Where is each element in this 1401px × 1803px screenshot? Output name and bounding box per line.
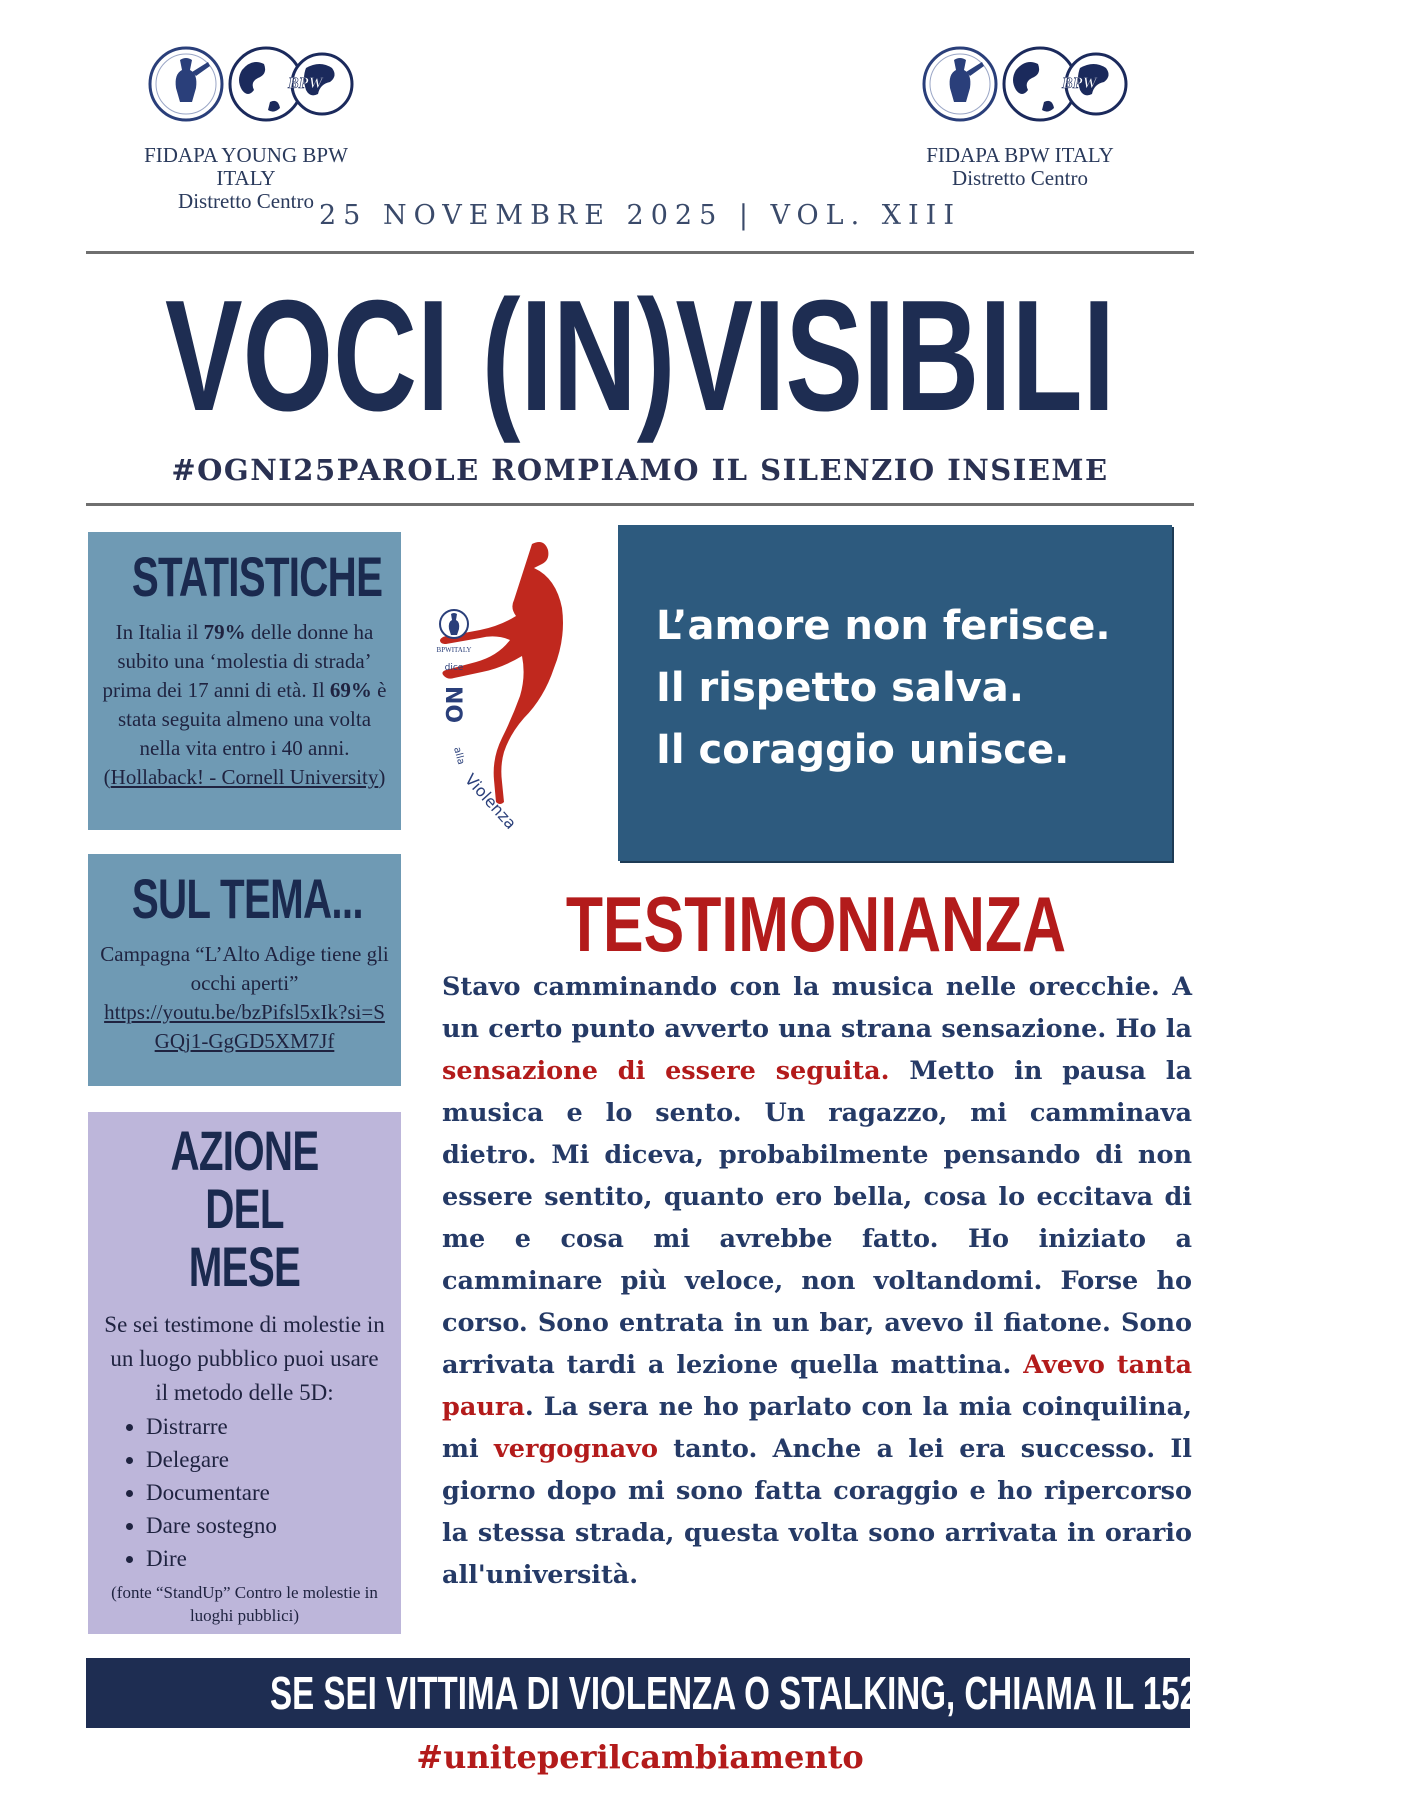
theme-text: Campagna “L’Alto Adige tiene gli occhi aperti” xyxy=(100,942,389,995)
theme-title: SUL TEMA... xyxy=(131,867,363,930)
quote-box xyxy=(618,525,1172,861)
fidapa-logo-icon xyxy=(920,42,1120,126)
source-link[interactable]: Hollaback! - Cornell University xyxy=(110,765,379,789)
statistics-title: STATISTICHE xyxy=(131,545,383,608)
list-item: • Dire xyxy=(146,1542,401,1575)
masthead-title xyxy=(86,268,1194,444)
statistics-box xyxy=(88,532,401,830)
action-text: Se sei testimone di molestie in un luogo pubblico puoi usare il metodo delle 5D: xyxy=(104,1312,385,1405)
list-item: • Distrarre xyxy=(146,1410,401,1443)
no-violence-emblem xyxy=(424,530,606,866)
svg-text:BPWITALY: BPWITALY xyxy=(436,646,472,654)
bottom-divider xyxy=(86,503,1194,506)
list-item: • Documentare xyxy=(146,1476,401,1509)
youtube-link[interactable]: https://youtu.be/bzPifsl5xIk?si=SGQj1-GgGD5XM7Jf xyxy=(104,1000,385,1053)
testimony-body: Stavo camminando con la musica nelle orecchie. A un certo punto avverto una strana sensazione. Ho la sensazione di essere seguita. Metto in pausa la musica e lo sento. Un ragazzo, mi camminava dietro. Mi diceva, probabilmente pensando di non essere sentito, quanto ero bella, cosa lo eccitava di me e cosa mi avrebbe fatto. Ho iniziato a camminare più veloce, non voltandomi. Forse ho corso. Sono entrata in un bar, avevo il fiatone. Sono arrivata tardi a lezione quella mattina. Avevo tanta paura. La sera ne ho parlato con la mia coinquilina, mi vergognavo tanto. Anche a lei era successo. Il giorno dopo mi sono fatta coraggio e ho ripercorso la stessa strada, questa volta sono arrivata in orario all'università. xyxy=(442,972,1192,1590)
top-divider xyxy=(86,251,1194,254)
helpline-banner: SE SEI VITTIMA DI VIOLENZA O STALKING, CHIAMA IL 1522 xyxy=(86,1658,1190,1728)
campaign-subtitle: #OGNI25PAROLE ROMPIAMO IL SILENZIO INSIEME xyxy=(171,453,1109,487)
svg-text:Violenza: Violenza xyxy=(461,769,521,833)
action-box xyxy=(88,1112,401,1634)
quote-line: Il coraggio unisce. xyxy=(656,727,1070,773)
testimony-title: TESTIMONIANZA xyxy=(565,880,1067,968)
method-list xyxy=(88,1410,401,1575)
logo-right xyxy=(900,22,1140,190)
right-org-district: Distretto Centro xyxy=(952,166,1088,190)
svg-text:VOCI (IN)VISIBILI: VOCI (IN)VISIBILI xyxy=(165,268,1115,444)
right-org-name: FIDAPA BPW ITALY xyxy=(926,143,1114,167)
quote-line: L’amore non ferisce. xyxy=(656,603,1111,649)
svg-text:dice: dice xyxy=(444,663,464,673)
right-org-caption xyxy=(900,144,1140,190)
action-source: (fonte “StandUp” Contro le molestie in luoghi pubblici) xyxy=(111,1583,378,1625)
svg-text:BPW: BPW xyxy=(288,75,323,92)
left-org-district: Distretto Centro xyxy=(178,189,314,213)
left-org-name: FIDAPA YOUNG BPW ITALY xyxy=(144,143,348,190)
action-title: AZIONE DEL MESE xyxy=(170,1119,319,1298)
list-item: • Delegare xyxy=(146,1443,401,1476)
highlight-text: vergognavo xyxy=(493,1434,659,1464)
statistics-text: In Italia il 79% delle donne ha subito una ‘molestia di strada’ prima dei 17 anni di età. Il 69% è stata seguita almeno una volta nella vita entro i 40 anni. (Hollaback! - Cornell University) xyxy=(102,620,387,789)
issue-date: 25 NOVEMBRE 2025 | VOL. XIII xyxy=(319,200,961,231)
svg-text:alla: alla xyxy=(451,745,467,766)
footer-hashtag: #uniteperilcambiamento xyxy=(416,1738,864,1776)
highlight-text: sensazione di essere seguita. xyxy=(442,1056,890,1086)
svg-text:NO: NO xyxy=(440,686,465,724)
theme-box xyxy=(88,854,401,1086)
svg-text:BPW: BPW xyxy=(1062,75,1097,92)
logo-left xyxy=(126,22,366,213)
list-item: • Dare sostegno xyxy=(146,1509,401,1542)
fidapa-logo-icon xyxy=(146,42,346,126)
quote-line: Il rispetto salva. xyxy=(656,665,1024,711)
highlight-text: Avevo tanta paura xyxy=(442,1350,1192,1422)
